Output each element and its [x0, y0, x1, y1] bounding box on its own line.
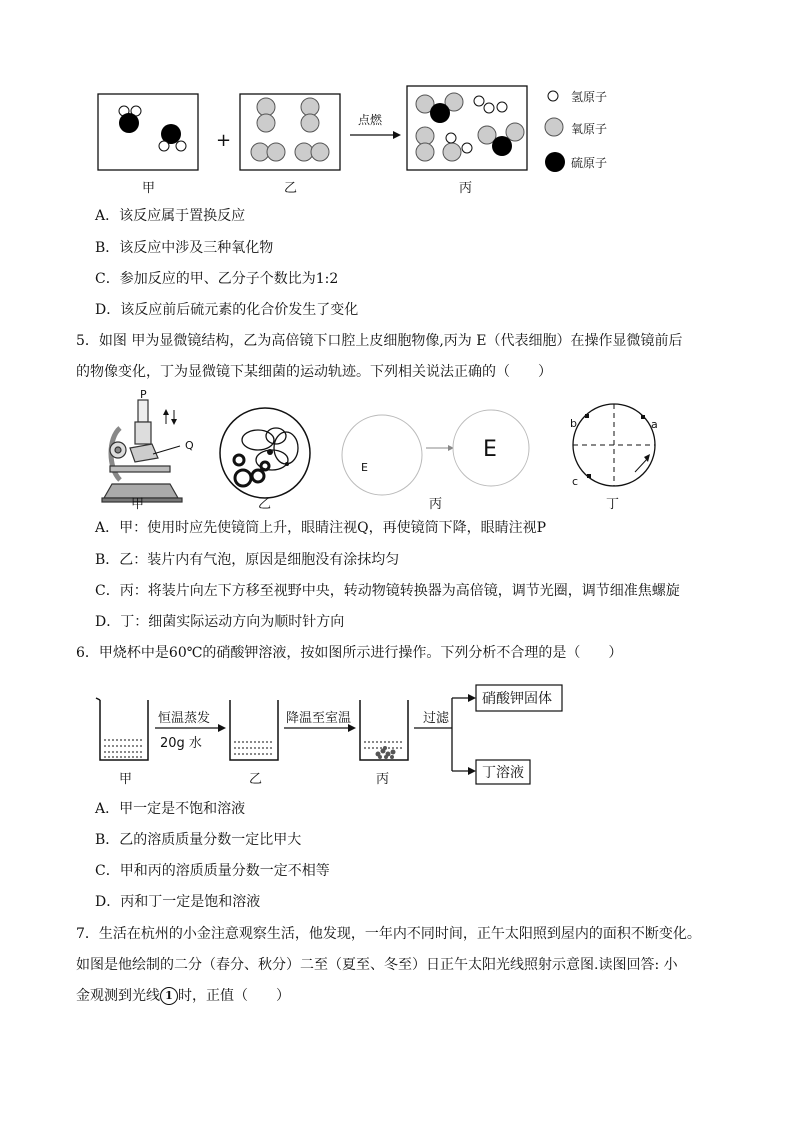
q4-option-b: B．该反应中涉及三种氧化物 — [95, 240, 274, 256]
svg-text:E: E — [483, 437, 497, 462]
q6-option-c: C．甲和丙的溶质质量分数一定不相等 — [95, 863, 330, 879]
q5-option-a: A．甲：使用时应先使镜筒上升，眼睛注视Q，再使镜筒下降，眼睛注视P — [95, 520, 547, 536]
svg-text:点燃: 点燃 — [358, 113, 383, 127]
fig-ding-label: 丁 — [606, 497, 620, 512]
q5-option-d: D．丁：细菌实际运动方向为顺时针方向 — [95, 614, 345, 630]
box-jia-label: 甲 — [142, 181, 156, 196]
fig-jia-label: 甲 — [131, 497, 145, 512]
beaker-figure — [90, 678, 590, 788]
box-yi-label: 乙 — [284, 181, 298, 196]
svg-text:a: a — [651, 418, 658, 431]
svg-text:降温至室温: 降温至室温 — [286, 711, 352, 726]
q7-line1: 7．生活在杭州的小金注意观察生活，他发现，一年内不同时间，正午太阳照到屋内的面积不断变化。 — [76, 926, 701, 942]
beaker-jia-label: 甲 — [119, 772, 133, 787]
box-bing-label: 丙 — [459, 181, 473, 196]
circled-number: 1 — [160, 987, 178, 1005]
beaker-bing-label: 丙 — [376, 772, 390, 787]
svg-text:丁溶液: 丁溶液 — [482, 765, 524, 781]
q6-option-a: A．甲一定是不饱和溶液 — [95, 801, 246, 817]
reaction-diagram — [90, 80, 650, 195]
q5-option-b: B．乙：装片内有气泡，原因是细胞没有涂抹均匀 — [95, 552, 400, 568]
q6-option-d: D．丙和丁一定是饱和溶液 — [95, 894, 261, 910]
q4-option-a: A．该反应属于置换反应 — [95, 208, 246, 224]
q5-option-c: C．丙：将装片向左下方移至视野中央，转动物镜转换器为高倍镜，调节光圈，调节细准焦螺旋 — [95, 583, 680, 599]
q6-stem: 6．甲烧杯中是60℃的硝酸钾溶液，按如图所示进行操作。下列分析不合理的是（ ） — [76, 645, 623, 661]
svg-text:+: + — [216, 130, 232, 151]
microscope-diagram — [90, 388, 690, 510]
q4-option-c: C．参加反应的甲、乙分子个数比为1:2 — [95, 271, 339, 287]
q7-line2: 如图是他绘制的二分（春分、秋分）二至（夏至、冬至）日正午太阳光线照射示意图.读图回答: 小 — [76, 957, 678, 973]
svg-text:E: E — [361, 461, 368, 474]
microscope-figure — [90, 388, 690, 510]
q4-option-d: D．该反应前后硫元素的化合价发生了变化 — [95, 302, 359, 318]
q6-option-b: B．乙的溶质质量分数一定比甲大 — [95, 832, 302, 848]
svg-text:20g 水: 20g 水 — [160, 736, 202, 751]
svg-text:恒温蒸发: 恒温蒸发 — [158, 711, 211, 726]
beaker-diagram — [90, 678, 590, 788]
legend-o-label: 氧原子 — [571, 122, 608, 136]
svg-text:c: c — [572, 475, 579, 488]
q7-line3-pre: 金观测到光线 — [76, 988, 160, 1004]
q5-stem-line2: 的物像变化，丁为显微镜下某细菌的运动轨迹。下列相关说法正确的（ ） — [76, 364, 552, 380]
svg-text:Q: Q — [185, 439, 194, 452]
q5-stem-line1: 5．如图 甲为显微镜结构，乙为高倍镜下口腔上皮细胞物像,丙为 E（代表细胞）在操作显微镜前后 — [76, 333, 683, 349]
svg-text:硝酸钾固体: 硝酸钾固体 — [482, 691, 552, 707]
svg-text:b: b — [570, 417, 577, 430]
svg-text:过滤: 过滤 — [423, 711, 450, 726]
legend-s-label: 硫原子 — [571, 156, 608, 170]
svg-text:P: P — [140, 388, 147, 401]
fig-bing-label: 丙 — [429, 497, 443, 512]
legend-h-label: 氢原子 — [571, 90, 608, 104]
fig-yi-label: 乙 — [258, 497, 272, 512]
reaction-figure — [90, 80, 650, 195]
q7-line3-post: 时，正值（ ） — [178, 988, 290, 1004]
beaker-yi-label: 乙 — [249, 772, 263, 787]
q7-line3 — [76, 986, 290, 1006]
